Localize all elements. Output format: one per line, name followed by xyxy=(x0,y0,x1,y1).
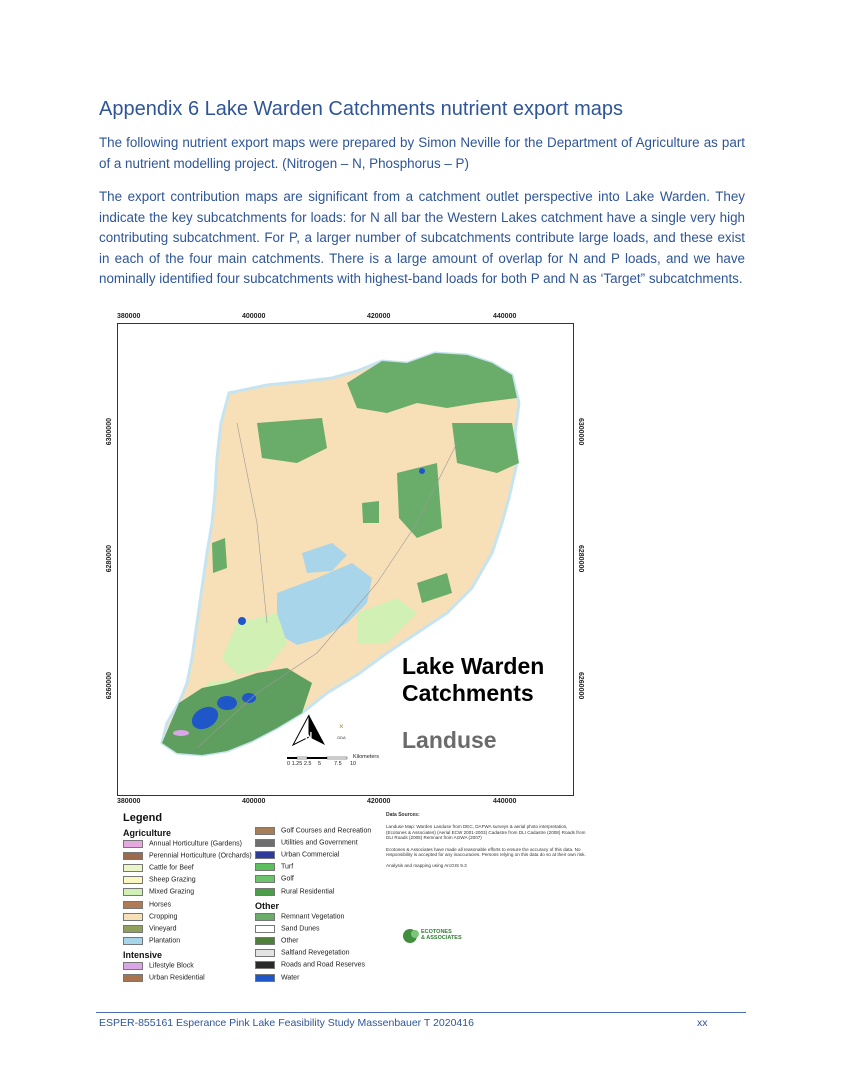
legend-item xyxy=(255,937,299,947)
north-label: N xyxy=(305,731,313,742)
lake-small xyxy=(242,693,256,703)
legend-group-intensive: Intensive xyxy=(123,950,163,960)
legend-swatch xyxy=(255,937,275,945)
scale-label-0: 0 1.25 2.5 xyxy=(287,761,312,767)
ecotones-logo-text xyxy=(421,929,462,941)
legend-label: Plantation xyxy=(149,937,181,945)
legend-item xyxy=(123,901,171,911)
legend-swatch xyxy=(123,840,143,848)
legend-swatch xyxy=(255,888,275,896)
legend-item xyxy=(255,827,371,837)
sources-disclaimer: Ecotones & Associates have made all reasonable efforts to ensure the accuracy of this data. No responsibility is accepted for any inaccuracies. Persons relying on this data do so at their own risk. xyxy=(386,846,586,858)
x-tick-top-2: 400000 xyxy=(242,313,266,320)
legend-item xyxy=(255,913,344,923)
legend-swatch xyxy=(255,863,275,871)
svg-text:×: × xyxy=(339,722,344,731)
legend-label: Saltland Revegetation xyxy=(281,949,350,957)
body-paragraph: The export contribution maps are significant from a catchment outlet perspective into Lake Warden. They indicate the key subcatchments for loads: for N all bar the Western Lakes catchment have a single very high contributing subcatchment. For P, a larger number of subcatchments contribute large loads, and these exist in each of the four main catchments. There is a large amount of overlap for N and P loads, and we have nominally identified four subcatchments with highest-band loads for both P and N as ‘Target” subcatchments. xyxy=(99,189,745,287)
sources-analysis: Analysis and mapping using ArcGIS 9.3 xyxy=(386,863,467,869)
x-tick-top-1: 380000 xyxy=(117,313,141,320)
legend-item xyxy=(255,863,293,873)
page-number: xx xyxy=(697,1017,708,1029)
scale-label-75: 7.5 xyxy=(334,761,342,767)
legend-swatch xyxy=(123,888,143,896)
legend-label: Horses xyxy=(149,901,172,908)
logo-line2: & ASSOCIATES xyxy=(421,935,462,941)
legend-label: Utilities and Government xyxy=(281,839,358,847)
legend-label: Rural Residential xyxy=(281,888,335,895)
landuse-map xyxy=(117,323,575,797)
y-tick-left-1: 6300000 xyxy=(106,418,113,446)
legend-item xyxy=(255,961,365,971)
footer-text: ESPER-855161 Esperance Pink Lake Feasibility Study Massenbauer T 2020416 xyxy=(99,1017,474,1029)
legend-swatch xyxy=(255,827,275,835)
legend-label: Perennial Horticulture (Orchards) xyxy=(149,852,252,860)
legend-item xyxy=(255,851,339,861)
remnant-patch xyxy=(212,538,227,573)
legend-swatch xyxy=(255,913,275,921)
lake-west xyxy=(217,696,237,710)
map-subtitle: Landuse xyxy=(402,727,497,753)
legend-swatch xyxy=(123,925,143,933)
water-body xyxy=(238,617,246,625)
gda-label: GDA xyxy=(337,735,346,740)
y-tick-left-3: 6260000 xyxy=(106,672,113,700)
legend-swatch xyxy=(255,974,275,982)
legend-label: Urban Residential xyxy=(149,974,205,982)
legend-label: Sand Dunes xyxy=(281,925,320,933)
sources-landuse: Landuse Map: Warden Landuse from DEC, DAFWA surveys & aerial photo interpretation, (Ecotones & Associates) (Aerial ECW 2001-2003) Cadastre from DLI Cadastre (2008) Roads from DLI Roads (2005) Remnant from AGWA (2007) xyxy=(386,824,586,841)
legend-item xyxy=(255,974,299,984)
scale-label-10: 10 xyxy=(350,761,357,767)
water-body xyxy=(419,468,425,474)
legend-item xyxy=(255,925,320,935)
x-tick-top-3: 420000 xyxy=(367,313,391,320)
legend-swatch xyxy=(123,962,143,970)
legend-swatch xyxy=(255,875,275,883)
legend-item xyxy=(123,852,252,862)
scale-label-5: 5 xyxy=(318,761,322,767)
x-tick-bottom-3: 420000 xyxy=(367,798,391,805)
y-tick-right-3: 6260000 xyxy=(577,672,584,700)
data-sources xyxy=(386,813,586,875)
x-tick-bottom-4: 440000 xyxy=(493,798,517,805)
map-title-line1: Lake Warden xyxy=(402,653,545,679)
scale-bar xyxy=(287,757,347,759)
legend-swatch xyxy=(255,851,275,859)
legend-label: Cattle for Beef xyxy=(149,864,194,872)
legend-label: Golf Courses and Recreation xyxy=(281,827,372,835)
y-tick-right-1: 6300000 xyxy=(577,418,584,446)
legend-swatch xyxy=(123,913,143,921)
y-tick-left-2: 6280000 xyxy=(106,545,113,573)
legend-item xyxy=(123,925,177,935)
legend-label: Urban Commercial xyxy=(281,851,340,859)
legend-swatch xyxy=(123,974,143,982)
legend-label: Roads and Road Reserves xyxy=(281,961,366,969)
legend-item xyxy=(123,974,205,984)
legend-swatch xyxy=(123,852,143,860)
legend-label: Lifestyle Block xyxy=(149,962,194,970)
legend-label: Turf xyxy=(281,863,294,871)
legend-item xyxy=(255,839,358,849)
intro-paragraph: The following nutrient export maps were prepared by Simon Neville for the Department of Agriculture as part of a nutrient modelling project. (Nitrogen – N, Phosphorus – P) xyxy=(99,135,745,171)
remnant-patch xyxy=(362,501,379,523)
legend-label: Golf xyxy=(281,875,294,883)
legend-swatch xyxy=(255,961,275,969)
legend-item xyxy=(123,876,196,886)
legend-label: Remnant Vegetation xyxy=(281,913,345,921)
legend-swatch xyxy=(123,876,143,884)
legend-item xyxy=(123,962,194,972)
page-heading: Appendix 6 Lake Warden Catchments nutrient export maps xyxy=(99,98,623,120)
map-title xyxy=(402,653,544,707)
legend-swatch xyxy=(255,949,275,957)
x-tick-bottom-2: 400000 xyxy=(242,798,266,805)
legend-item xyxy=(123,937,180,947)
legend-label: Other xyxy=(281,937,299,945)
lifestyle-block xyxy=(173,730,189,736)
x-tick-bottom-1: 380000 xyxy=(117,798,141,805)
legend-item xyxy=(255,888,334,898)
legend-swatch xyxy=(255,839,275,847)
sources-title: Data Sources: xyxy=(386,812,420,818)
map-title-line2: Catchments xyxy=(402,680,534,706)
legend-swatch xyxy=(255,925,275,933)
legend-label: Water xyxy=(281,974,300,981)
footer-divider xyxy=(96,1012,746,1013)
legend-label: Cropping xyxy=(149,913,178,921)
legend-label: Annual Horticulture (Gardens) xyxy=(149,840,242,848)
legend-label: Sheep Grazing xyxy=(149,876,196,884)
x-tick-top-4: 440000 xyxy=(493,313,517,320)
legend-item xyxy=(255,949,350,959)
legend-item xyxy=(123,888,194,898)
legend-item xyxy=(255,875,294,885)
legend-label: Vineyard xyxy=(149,925,177,933)
legend-group-agriculture: Agriculture xyxy=(123,828,172,838)
legend-item xyxy=(123,864,194,874)
legend-label: Mixed Grazing xyxy=(149,888,195,896)
y-tick-right-2: 6280000 xyxy=(577,545,584,573)
legend-swatch xyxy=(123,937,143,945)
legend-item xyxy=(123,840,242,850)
legend-swatch xyxy=(123,864,143,872)
legend-item xyxy=(123,913,177,923)
logo-line1: ECOTONES xyxy=(421,929,452,935)
legend-group-other: Other xyxy=(255,901,280,911)
legend-title: Legend xyxy=(123,812,163,824)
scale-unit: Kilometers xyxy=(353,754,379,760)
legend-swatch xyxy=(123,901,143,909)
